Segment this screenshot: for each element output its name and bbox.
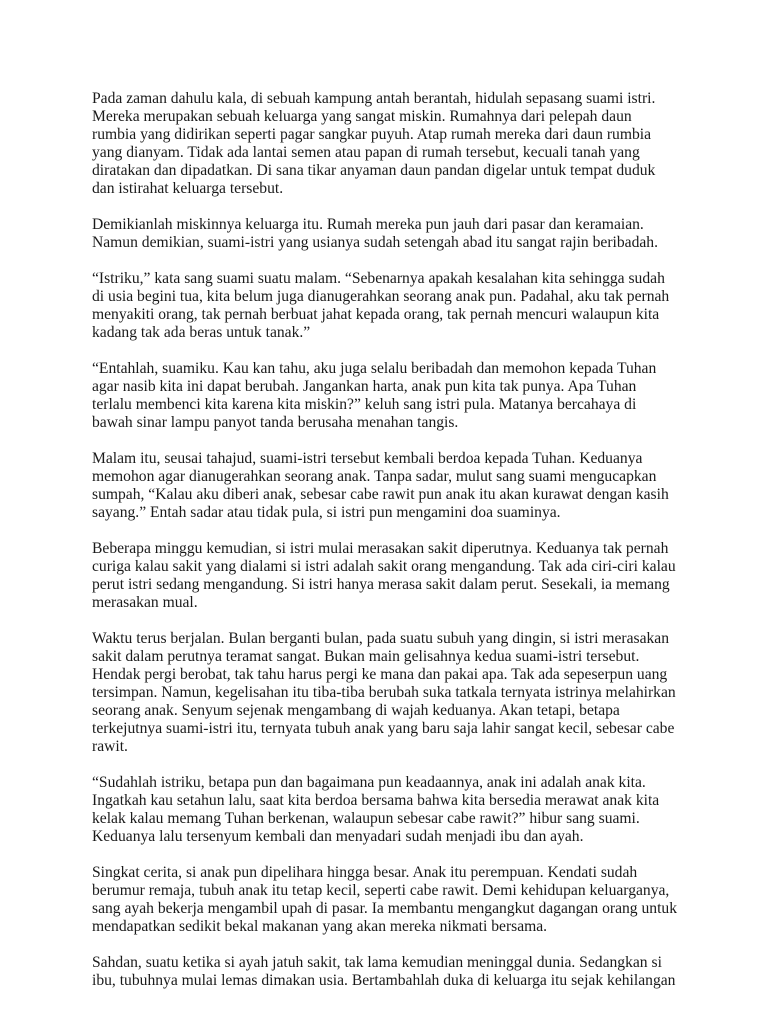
text-line: perut istri sedang mengandung. Si istri hanya merasa sakit dalam perut. Sesekali, ia memang [92,576,670,593]
text-line: rawit. [92,738,128,755]
text-line: Beberapa minggu kemudian, si istri mulai merasakan sakit diperutnya. Keduanya tak pernah [92,540,669,557]
text-line: di usia begini tua, kita belum juga dianugerahkan seorang anak pun. Padahal, aku tak pernah [92,288,670,305]
text-line: agar nasib kita ini dapat berubah. Jangankan harta, anak pun kita tak punya. Apa Tuhan [92,378,637,395]
text-line: sumpah, “Kalau aku diberi anak, sebesar cabe rawit pun anak itu akan kurawat dengan kasih [92,486,669,503]
text-line: dan istirahat keluarga tersebut. [92,180,284,197]
text-line: terlalu membenci kita karena kita miskin?” keluh sang istri pula. Matanya bercahaya di [92,396,637,413]
text-line: “Sudahlah istriku, betapa pun dan bagaimana pun keadaannya, anak ini adalah anak kita. [92,774,646,791]
text-line: seorang anak. Senyum sejenak mengambang di wajah keduanya. Akan tetapi, betapa [92,702,620,719]
text-line: ibu, tubuhnya mulai lemas dimakan usia. Bertambahlah duka di keluarga itu sejak kehilangan [92,972,676,989]
text-line: “Entahlah, suamiku. Kau kan tahu, aku juga selalu beribadah dan memohon kepada Tuhan [92,360,657,377]
text-line: kadang tak ada beras untuk tanak.” [92,324,311,341]
paragraph-7 [92,630,682,756]
paragraph-5 [92,450,682,522]
text-line: kelak kalau memang Tuhan berkenan, walaupun sebesar cabe rawit?” hibur sang suami. [92,810,640,827]
text-line: Singkat cerita, si anak pun dipelihara hingga besar. Anak itu perempuan. Kendati sudah [92,864,638,881]
text-line: Keduanya lalu tersenyum kembali dan menyadari sudah menjadi ibu dan ayah. [92,828,584,845]
text-line: menyakiti orang, tak pernah berbuat jahat kepada orang, tak pernah mencuri walaupun kita [92,306,660,323]
paragraph-8 [92,774,682,846]
text-line: diratakan dan dipadatkan. Di sana tikar anyaman daun pandan digelar untuk tempat duduk [92,162,656,179]
paragraph-3 [92,270,682,342]
text-line: Mereka merupakan sebuah keluarga yang sangat miskin. Rumahnya dari pelepah daun [92,108,632,125]
text-line: yang dianyam. Tidak ada lantai semen atau papan di rumah tersebut, kecuali tanah yang [92,144,640,161]
text-line: berumur remaja, tubuh anak itu tetap kecil, seperti cabe rawit. Demi kehidupan keluarganya, [92,882,670,899]
text-line: tersimpan. Namun, kegelisahan itu tiba-tiba berubah suka tatkala ternyata istrinya melahirkan [92,684,676,701]
paragraph-9 [92,864,682,936]
text-line: Waktu terus berjalan. Bulan berganti bulan, pada suatu subuh yang dingin, si istri merasakan [92,630,670,647]
text-line: Demikianlah miskinnya keluarga itu. Rumah mereka pun jauh dari pasar dan keramaian. [92,216,644,233]
text-line: merasakan mual. [92,594,198,611]
text-line: rumbia yang didirikan seperti pagar sangkar puyuh. Atap rumah mereka dari daun rumbia [92,126,652,143]
text-line: mendapatkan sedikit bekal makanan yang akan mereka nikmati bersama. [92,918,548,935]
text-line: bawah sinar lampu panyot tanda berusaha menahan tangis. [92,414,459,431]
text-line: terkejutnya suami-istri itu, ternyata tubuh anak yang baru saja lahir sangat kecil, sebesar cabe [92,720,675,737]
text-line: curiga kalau sakit yang dialami si istri adalah sakit orang mengandung. Tak ada ciri-ciri kalau [92,558,676,575]
text-line: Ingatkah kau setahun lalu, saat kita berdoa bersama bahwa kita bersedia merawat anak kita [92,792,660,809]
text-line: Hendak pergi berobat, tak tahu harus pergi ke mana dan pakai apa. Tak ada sepeserpun uang [92,666,668,683]
paragraph-10 [92,954,682,990]
paragraph-2 [92,216,682,252]
text-line: Pada zaman dahulu kala, di sebuah kampung antah berantah, hidulah sepasang suami istri. [92,90,656,107]
text-line: Sahdan, suatu ketika si ayah jatuh sakit, tak lama kemudian meninggal dunia. Sedangkan si [92,954,662,971]
text-line: Namun demikian, suami-istri yang usianya sudah setengah abad itu sangat rajin beribadah. [92,234,658,251]
paragraph-1 [92,90,682,198]
text-line: sang ayah bekerja mengambil upah di pasar. Ia membantu mengangkut dagangan orang untuk [92,900,678,917]
text-line: sayang.” Entah sadar atau tidak pula, si istri pun mengamini doa suaminya. [92,504,561,521]
text-line: “Istriku,” kata sang suami suatu malam. “Sebenarnya apakah kesalahan kita sehingga sudah [92,270,665,287]
paragraph-6 [92,540,682,612]
text-line: sakit dalam perutnya teramat sangat. Bukan main gelisahnya kedua suami-istri tersebut. [92,648,640,665]
text-line: memohon agar dianugerahkan seorang anak. Tanpa sadar, mulut sang suami mengucapkan [92,468,657,485]
document-page [92,90,682,1008]
text-line: Malam itu, seusai tahajud, suami-istri tersebut kembali berdoa kepada Tuhan. Keduanya [92,450,643,467]
paragraph-4 [92,360,682,432]
